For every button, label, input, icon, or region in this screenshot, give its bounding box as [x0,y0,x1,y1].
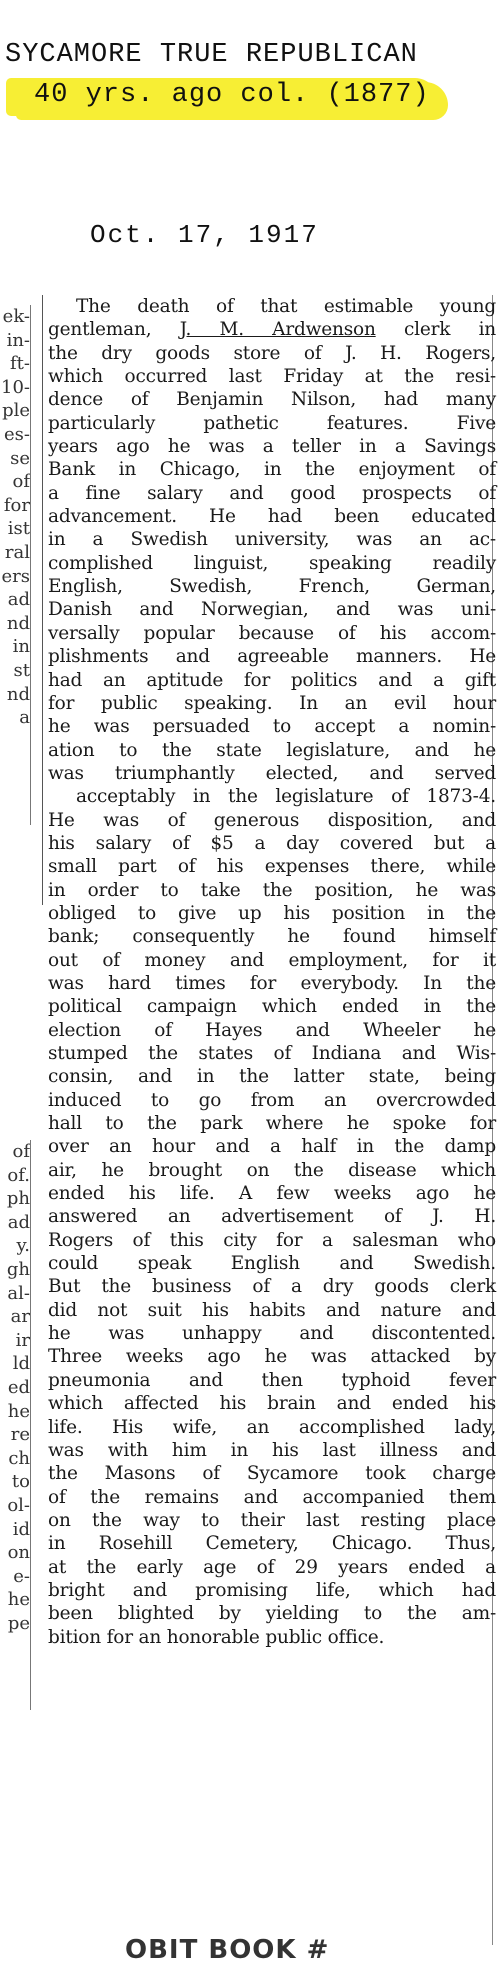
article-line: He was of generous disposition, and [48,809,496,831]
article-line: complished linguist, speaking readily [48,552,496,574]
column-fragment: ph [6,1188,30,1210]
article-date: Oct. 17, 1917 [90,220,319,250]
deceased-name: J. M. Ardwenson [179,319,376,341]
article-line: advancement. He had been educated [48,506,496,528]
article-line: the dry goods store of J. H. Rogers, [48,342,496,364]
article-line: election of Hayes and Wheeler he [48,1019,496,1041]
column-subtitle-highlighted: 40 yrs. ago col. (1877) [6,78,438,116]
article-line: was hard times for everybody. In the [48,972,496,994]
column-rule-left [42,295,43,905]
column-fragment: on [7,1542,30,1564]
article-line: he was persuaded to accept a nomin- [48,716,496,738]
obituary-article [48,295,496,1649]
article-line: answered an advertisement of J. H. [48,1206,496,1228]
article-line: was with him in his last illness and [48,1439,496,1461]
column-fragment: ek- [2,306,30,327]
article-text: gentleman, [48,319,152,341]
column-fragment: ar [10,1306,30,1328]
article-line: versally popular because of his accom- [48,622,496,644]
column-fragment: he [7,1589,30,1611]
column-fragment: of [12,471,30,493]
article-line: which affected his brain and ended his [48,1393,496,1415]
article-line: a fine salary and good prospects of [48,482,496,504]
column-fragment: gh [6,1258,30,1280]
article-line: Danish and Norwegian, and was uni- [48,599,496,621]
article-line: his salary of $5 a day covered but a [48,832,496,854]
column-fragment: ple [2,400,30,422]
article-line: But the business of a dry goods clerk [48,1276,496,1298]
article-line: induced to go from an overcrowded [48,1089,496,1111]
adjacent-column-fragments-bottom [0,1140,31,1710]
column-fragment: of. [7,1164,30,1186]
column-fragment: ral [4,541,30,563]
column-fragment: ad [7,1211,30,1233]
column-fragment: in- [6,329,30,351]
article-line: ended his life. A few weeks ago he [48,1183,496,1205]
article-line: in order to take the position, he was [48,879,496,901]
article-line: stumped the states of Indiana and Wis- [48,1043,496,1064]
article-line: had an aptitude for politics and a gift [48,669,496,691]
column-fragment: id [12,1518,30,1540]
column-fragment: nd [6,683,30,705]
article-line: bank; consequently he found himself [48,926,496,948]
column-fragment: he [7,1400,30,1422]
article-line: particularly pathetic features. Five [48,412,496,434]
article-line: been blighted by yielding to the am- [48,1603,496,1625]
article-line: Bank in Chicago, in the enjoyment of [48,459,496,481]
column-fragment: of [12,1141,30,1162]
article-line: pneumonia and then typhoid fever [48,1369,496,1391]
article-line: was triumphantly elected, and served [48,762,496,784]
column-fragment: ol- [7,1494,30,1516]
article-line: in Rosehill Cemetery, Chicago. Thus, [48,1533,496,1555]
article-line: years ago he was a teller in a Savings [48,436,496,458]
column-fragment: st [13,659,30,681]
article-line: Rogers of this city for a salesman who [48,1229,496,1251]
column-fragment: e- [13,1565,30,1587]
article-line: dence of Benjamin Nilson, had many [48,389,496,411]
column-fragment: ad [7,589,30,611]
article-text: clerk in [403,319,496,341]
column-fragment: pe [7,1612,30,1634]
article-line: consin, and in the latter state, being [48,1066,496,1088]
article-line: of the remains and accompanied them [48,1486,496,1508]
column-fragment: ft- [10,353,30,375]
article-line: which occurred last Friday at the resi- [48,366,496,388]
column-fragment: ist [7,518,30,540]
column-fragment: ers [1,565,30,587]
article-line: hall to the park where he spoke for [48,1113,496,1135]
article-line: the Masons of Sycamore took charge [48,1463,496,1485]
column-fragment: ld [12,1353,30,1375]
article-line: political campaign which ended in the [48,996,496,1018]
adjacent-column-fragments-top [0,305,31,825]
article-line: Three weeks ago he was attacked by [48,1346,496,1368]
newspaper-title: SYCAMORE TRUE REPUBLICAN [5,40,418,70]
article-line: The death of that estimable young [76,296,496,317]
article-line: English, Swedish, French, German, [48,576,496,598]
column-fragment: to [11,1471,30,1493]
article-line: in a Swedish university, was an ac- [48,529,496,551]
column-fragment: al- [7,1282,30,1304]
column-fragment: re [10,1424,30,1446]
column-fragment: 10- [1,376,30,398]
obit-book-label: OBIT BOOK # [125,1935,330,1965]
article-line: small part of his expenses there, while [48,856,496,878]
article-line: he was unhappy and discontented. [48,1323,496,1345]
article-line: at the early age of 29 years ended a [48,1556,496,1578]
article-line: life. His wife, an accomplished lady, [48,1416,496,1438]
article-line: could speak English and Swedish. [48,1253,496,1275]
column-fragment: se [10,447,30,469]
article-line: ation to the state legislature, and he [48,739,496,761]
column-fragment: ir [15,1329,30,1351]
article-line: did not suit his habits and nature and [48,1299,496,1321]
column-fragment: es- [4,423,30,445]
column-fragment: in [12,636,30,658]
article-line: plishments and agreeable manners. He [48,646,496,668]
article-line [48,318,496,341]
column-fragment: for [3,494,30,516]
article-line: bright and promising life, which had [48,1579,496,1601]
column-fragment: nd [6,612,30,634]
article-line: air, he brought on the disease which [48,1159,496,1181]
article-line: acceptably in the legislature of 1873-4. [76,786,496,808]
column-fragment: ch [8,1447,30,1469]
article-line: for public speaking. In an evil hour [48,692,496,714]
column-fragment: y. [16,1235,30,1257]
article-line: out of money and employment, for it [48,949,496,971]
column-fragment: a [19,707,30,729]
article-line: over an hour and a half in the damp [48,1136,496,1158]
article-line: on the way to their last resting place [48,1509,496,1531]
column-fragment: ed [7,1376,30,1398]
article-line: bition for an honorable public office. [48,1626,385,1648]
article-line: obliged to give up his position in the [48,902,496,924]
